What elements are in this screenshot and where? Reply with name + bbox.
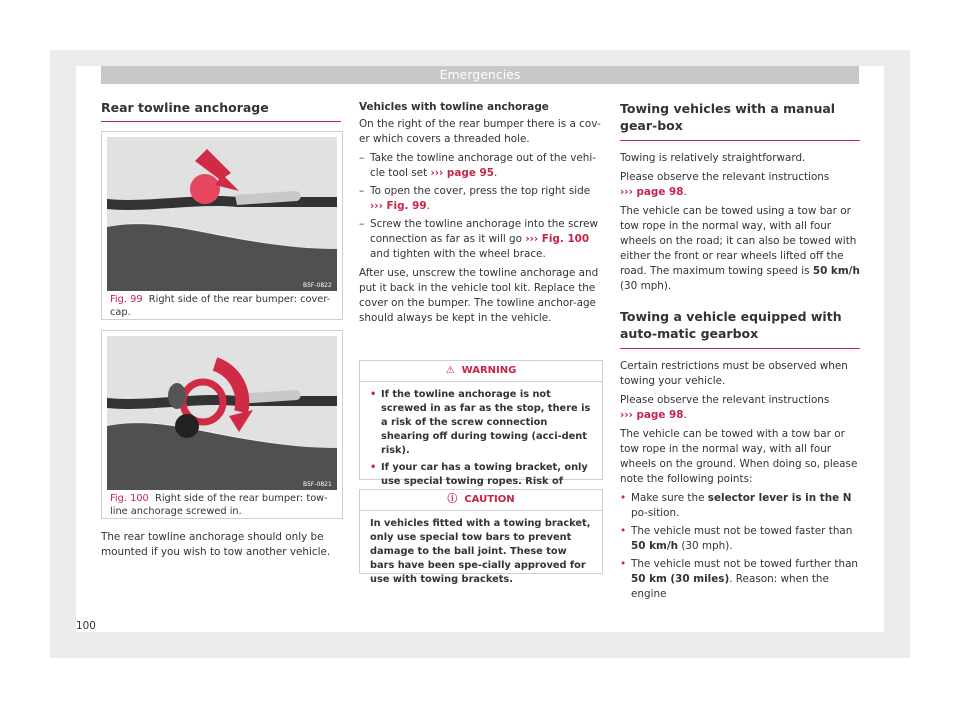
warning-box <box>359 360 603 487</box>
bumper-cover-image <box>107 137 337 291</box>
body-paragraph: Certain restrictions must be observed when towing your vehicle. <box>620 360 848 387</box>
figure-label: Fig. 100 <box>110 493 149 504</box>
list-item: – Take the towline anchorage out of the vehi-cle tool set ››› page 95. <box>359 151 602 181</box>
page-link[interactable]: ››› page 98 <box>620 186 684 198</box>
list-item: • If your car has a towing bracket, only use special towing ropes. Risk of <box>370 462 588 487</box>
paragraph-block <box>101 530 341 564</box>
column-3 <box>620 100 860 605</box>
bullet-icon: • <box>370 389 377 400</box>
warning-header <box>360 361 602 382</box>
bullet-icon: • <box>620 558 627 570</box>
warning-triangle-icon: ⚠ <box>445 365 455 376</box>
list-item: • If the towline anchorage is not screwed in as far as the stop, there is a risk of the screw connection shearing off during towing (acci-dent risk). <box>370 389 591 456</box>
figure-100 <box>101 330 343 519</box>
section-heading: Towing vehicles with a manual gear-box <box>620 101 836 133</box>
body-paragraph: Please observe the relevant instructions ››› page 98. <box>620 171 830 198</box>
caution-box <box>359 489 603 585</box>
caution-header <box>360 490 602 511</box>
caption-text: Right side of the rear bumper: cover-cap. <box>110 294 331 318</box>
figure-link[interactable]: ››› Fig. 100 <box>525 233 590 245</box>
list-item: • Make sure the selector lever is in the N po-sition. <box>620 492 852 519</box>
body-paragraph: On the right of the rear bumper there is a cov-er which covers a threaded hole. <box>359 118 601 145</box>
subheading: Vehicles with towline anchorage <box>359 101 549 113</box>
warning-list <box>370 388 592 503</box>
image-code: B5F-0821 <box>303 481 332 488</box>
heading-rule <box>101 121 341 122</box>
caution-text: In vehicles fitted with a towing bracket, only use special tow bars to prevent damage to the ball joint. These tow bars have been spe-cially approved for use with towing brackets. <box>370 518 591 585</box>
bullet-icon: • <box>620 492 627 504</box>
section-heading: Rear towline anchorage <box>101 100 269 115</box>
warning-title: WARNING <box>461 365 517 376</box>
bullet-icon: • <box>370 462 377 473</box>
caution-body <box>360 511 602 595</box>
bullet-icon: • <box>620 525 627 537</box>
body-paragraph: The rear towline anchorage should only be mounted if you wish to tow another vehicle. <box>101 531 331 558</box>
image-code: B5F-0822 <box>303 282 332 289</box>
list-item: • The vehicle must not be towed further than 50 km (30 miles). Reason: when the engine <box>620 558 859 600</box>
body-paragraph: The vehicle can be towed with a tow bar or tow rope in the normal way, with all four wheels on the ground. When doing so, please note the following points: <box>620 428 858 485</box>
steps-list <box>359 151 602 262</box>
towing-points-list <box>620 491 860 602</box>
figure-caption <box>110 293 334 319</box>
towline-anchorage-image <box>107 336 337 490</box>
section-header: Emergencies <box>101 66 859 84</box>
body-paragraph: The vehicle can be towed using a tow bar or tow rope in the normal way, with all four wheels on the road; it can also be towed with either the front or rear wheels lifted off the road. The maximum towing speed is 50 km/h (30 mph). <box>620 205 860 292</box>
column-1 <box>101 100 341 122</box>
info-circle-icon: ⓘ <box>447 494 458 505</box>
list-item: – To open the cover, press the top right side ››› Fig. 99. <box>359 184 602 214</box>
page-number: 100 <box>76 620 96 632</box>
section-heading: Towing a vehicle equipped with auto-matic gearbox <box>620 309 842 341</box>
body-paragraph: Please observe the relevant instructions ››› page 98. <box>620 394 830 421</box>
page-link[interactable]: ››› page 98 <box>620 409 684 421</box>
figure-99 <box>101 131 343 320</box>
figure-caption <box>110 492 334 518</box>
list-item: • The vehicle must not be towed faster than 50 km/h (30 mph). <box>620 525 853 552</box>
caution-title: CAUTION <box>464 494 515 505</box>
figure-label: Fig. 99 <box>110 294 143 305</box>
heading-rule <box>620 140 860 141</box>
column-2 <box>359 100 602 330</box>
page-link[interactable]: ››› page 95 <box>430 167 494 179</box>
list-item: – Screw the towline anchorage into the screw connection as far as it will go ››› Fig. 100 and tighten with the wheel brace. <box>359 217 602 262</box>
caption-text: Right side of the rear bumper: tow-line anchorage screwed in. <box>110 493 328 517</box>
body-paragraph: After use, unscrew the towline anchorage and put it back in the vehicle tool kit. Replace the cover on the bumper. The towline anchor-age should always be kept in the vehicle. <box>359 267 599 324</box>
heading-rule <box>620 348 860 349</box>
figure-link[interactable]: ››› Fig. 99 <box>370 200 427 212</box>
body-paragraph: Towing is relatively straightforward. <box>620 152 806 164</box>
